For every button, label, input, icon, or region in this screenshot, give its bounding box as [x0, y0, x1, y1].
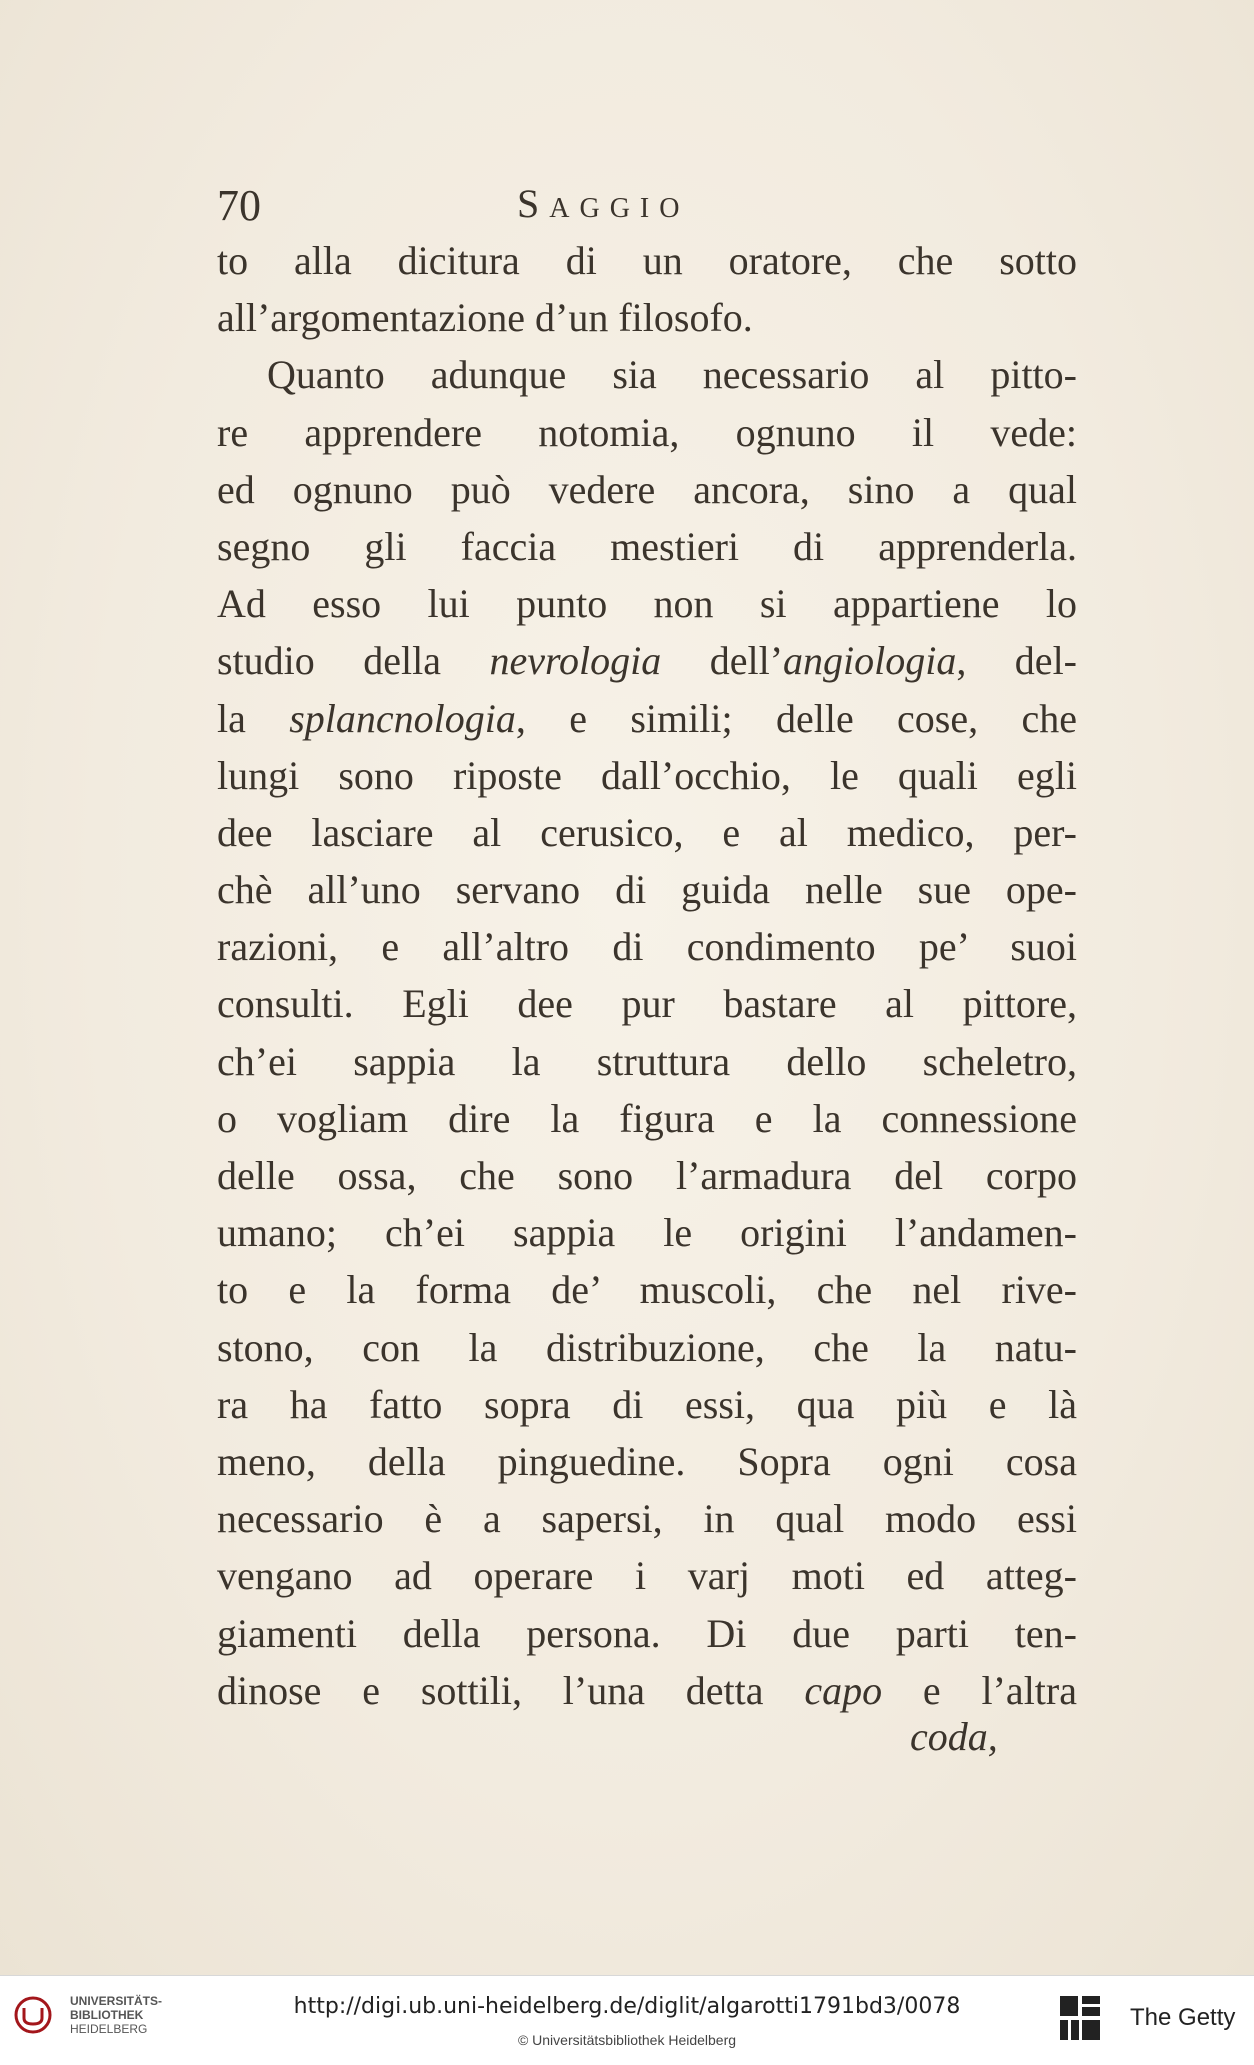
italic-term: nevrologia	[489, 638, 662, 684]
text-line: consulti. Egli dee pur bastare al pittore,	[217, 981, 1077, 1027]
text-line: chè all’uno servano di guida nelle sue ope-	[217, 867, 1077, 913]
text-line: ra ha fatto sopra di essi, qua più e là	[217, 1381, 1077, 1427]
text-line	[217, 1662, 1077, 1719]
text-line: giamenti della persona. Di due parti ten-	[217, 1610, 1077, 1656]
italic-term: angiologia	[783, 638, 957, 684]
text-line: razioni, e all’altro di condimento pe’ suoi	[217, 924, 1077, 970]
getty-logo-icon	[1058, 1994, 1104, 2044]
text-line: all’argomentazione d’un filosofo.	[217, 295, 753, 341]
running-title: Saggio	[517, 181, 690, 226]
text-line: meno, della pinguedine. Sopra ogni cosa	[217, 1438, 1077, 1484]
copyright-notice: © Universitätsbibliothek Heidelberg	[517, 2032, 737, 2048]
library-name-line1: UNIVERSITÄTS-	[70, 1994, 163, 2008]
text-line: ed ognuno può vedere ancora, sino a qual	[217, 466, 1077, 512]
text-line: ch’ei sappia la struttura dello scheletro,	[217, 1038, 1077, 1084]
text-line: segno gli faccia mestieri di apprenderla.	[217, 523, 1077, 569]
italic-term: splancnologia	[289, 695, 516, 741]
text-line: lungi sono riposte dall’occhio, le quali egli	[217, 752, 1077, 798]
text-line: re apprendere notomia, ognuno il vede:	[217, 409, 1077, 455]
italic-term: capo	[804, 1667, 883, 1713]
text-segment: e l’altra	[882, 1667, 1077, 1713]
library-name-line2: BIBLIOTHEK	[70, 2008, 144, 2022]
text-line: delle ossa, che sono l’armadura del corpo	[217, 1153, 1077, 1198]
library-name-line3: HEIDELBERG	[70, 2022, 148, 2036]
text-segment: la	[217, 695, 290, 741]
text-segment: , del-	[956, 638, 1077, 684]
page-number: 70	[217, 181, 261, 230]
text-line: Quanto adunque sia necessario al pitto-	[267, 352, 1077, 398]
text-segment: dinose e sottili, l’una detta	[217, 1667, 805, 1713]
text-segment: dell’	[661, 638, 784, 684]
text-line: dee lasciare al cerusico, e al medico, per-	[217, 809, 1077, 855]
permalink-url[interactable]: http://digi.ub.uni-heidelberg.de/diglit/algarotti1791bd3/0078	[293, 1994, 961, 2019]
text-line: vengano ad operare i varj moti ed atteg-	[217, 1553, 1077, 1599]
text-segment: , e simili; delle cose, che	[515, 695, 1077, 741]
text-line: umano; ch’ei sappia le origini l’andamen-	[217, 1210, 1077, 1256]
text-line: stono, con la distribuzione, che la natu-	[217, 1324, 1077, 1370]
text-line	[217, 690, 1077, 747]
text-line	[217, 632, 1077, 689]
text-segment: studio della	[217, 638, 490, 684]
text-line: necessario è a sapersi, in qual modo essi	[217, 1496, 1077, 1542]
text-line: o vogliam dire la figura e la connessione	[217, 1095, 1077, 1141]
text-line: Ad esso lui punto non si appartiene lo	[217, 581, 1077, 627]
partner-name: The Getty	[1130, 2004, 1236, 2031]
text-line: to e la forma de’ muscoli, che nel rive-	[217, 1267, 1077, 1313]
text-line: to alla dicitura di un oratore, che sotto	[217, 238, 1077, 283]
catchword: coda,	[910, 1714, 998, 1759]
body-text	[217, 232, 1077, 1719]
footer-bar	[0, 1975, 1254, 2065]
page-header	[217, 180, 1077, 240]
